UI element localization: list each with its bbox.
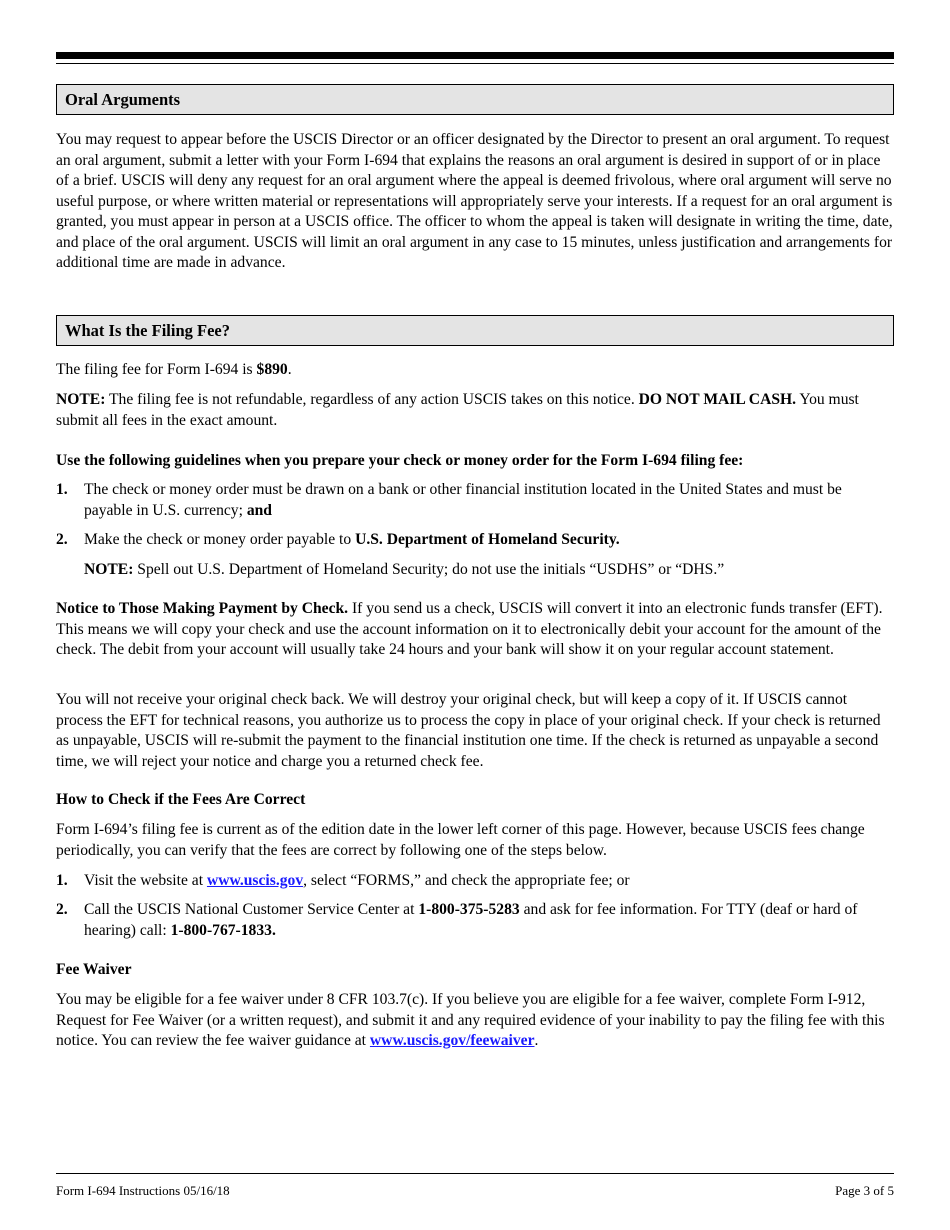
waiver-heading: Fee Waiver [56, 961, 132, 978]
step-2-phone: 1-800-375-5283 [418, 901, 520, 918]
howto-intro: Form I-694’s filing fee is current as of the edition date in the lower left corner of this page. However, because USCIS fees change periodically, you can verify that the fees are correct by following one of the steps below. [56, 821, 865, 859]
howto-step-2 [56, 900, 894, 941]
footer-page-number: Page 3 of 5 [835, 1183, 894, 1198]
guidelines-heading: Use the following guidelines when you prepare your check or money order for the Form I-694 filing fee: [56, 452, 744, 469]
waiver-heading-block [56, 960, 894, 981]
fee-note-paragraph [56, 390, 894, 431]
footer-form-edition: Form I-694 Instructions 05/16/18 [56, 1183, 230, 1198]
note-rest: You must submit all fees in the exact amount. [56, 391, 859, 429]
header-rule-thin [56, 63, 894, 64]
fee-end: . [287, 361, 292, 378]
waiver-paragraph [56, 990, 894, 1052]
item-2-payee: U.S. Department of Homeland Security. [355, 531, 620, 548]
waiver-text: You may be eligible for a fee waiver under 8 CFR 103.7(c). If you believe you are eligible for a fee waiver, complete Form I-912, Request for Fee Waiver (or a written request), and submit it and any required evidence of your inability to pay the filing fee with this notice. You can review the fee waiver guidance at [56, 991, 885, 1049]
note-text: The filing fee is not refundable, regardless of any action USCIS takes on this notice. [105, 391, 639, 408]
uscis-website-link[interactable]: www.uscis.gov [206, 872, 304, 889]
check-text-2: You will not receive your original check back. We will destroy your original check, but will keep a copy of it. If USCIS cannot process the EFT for technical reasons, you authorize us to process the copy in place of your original check. If your check is returned as unpayable, USCIS will re-submit the payment to the financial institution one time. If the check is returned as unpayable a second time, we will reject your notice and charge you a returned check fee. [56, 691, 881, 770]
guideline-item-2 [56, 530, 894, 551]
step-1-post: , select “FORMS,” and check the appropriate fee; or [303, 872, 630, 889]
fee-waiver-link[interactable]: www.uscis.gov/feewaiver [369, 1032, 535, 1049]
step-1-number: 1. [56, 872, 68, 889]
guideline-item-1 [56, 480, 894, 521]
howto-heading-block [56, 790, 894, 811]
guidelines-heading-block [56, 451, 894, 472]
check-payment-paragraph [56, 599, 894, 661]
item-1-and: and [246, 501, 272, 519]
howto-step-1 [56, 871, 894, 892]
howto-intro-block [56, 820, 894, 861]
fee-text: The filing fee for Form I-694 is [56, 361, 257, 378]
howto-heading: How to Check if the Fees Are Correct [56, 791, 306, 808]
step-2-number: 2. [56, 901, 68, 918]
oral-arguments-paragraph [56, 130, 894, 274]
oral-arguments-text: You may request to appear before the USCIS Director or an officer designated by the Director to present an oral argument. To request an oral argument, submit a letter with your Form I-694 that explains the reasons an oral argument is desired in support of or in place of a brief. USCIS will deny any request for an oral argument where the appeal is deemed frivolous, where oral argument will serve no useful purpose, or where written material or representations will appropriately serve your interests. If a request for an oral argument is granted, you must appear in person at a USCIS office. The officer to whom the appeal is taken will designate in writing the time, date, and place of the oral argument. USCIS will limit an oral argument in any case to 15 minutes, unless justification and arrangements for additional time are made in advance. [56, 131, 893, 271]
step-2-tty: 1-800-767-1833. [170, 921, 276, 939]
waiver-end: . [534, 1032, 539, 1049]
footer-rule [56, 1173, 894, 1174]
note-label: NOTE: [56, 391, 106, 408]
item-2-note-label: NOTE: [84, 561, 134, 578]
item-1-number: 1. [56, 481, 68, 498]
fee-amount: $890 [256, 361, 288, 378]
step-2-pre: Call the USCIS National Customer Service Center at [84, 901, 419, 918]
step-1-pre: Visit the website at [84, 872, 207, 889]
section-heading-filing-fee: What Is the Filing Fee? [56, 315, 894, 346]
check-text: If you send us a check, USCIS will convert it into an electronic funds transfer (EFT). This means we will copy your check and use the account information on it to electronically debit your account for the amount of the check. The debit from your account will usually take 24 hours and your bank will show it on your regular account statement. [56, 600, 883, 658]
check-heading: Notice to Those Making Payment by Check. [56, 600, 349, 617]
note-cash: DO NOT MAIL CASH. [638, 391, 797, 408]
header-rule-thick [56, 52, 894, 59]
section-heading-oral-arguments: Oral Arguments [56, 84, 894, 115]
item-1-text: The check or money order must be drawn on a bank or other financial institution located in the United States and must be payable in U.S. currency; [84, 481, 842, 519]
item-2-note-text: Spell out U.S. Department of Homeland Security; do not use the initials “USDHS” or “DHS.” [133, 561, 725, 578]
fee-amount-paragraph [56, 360, 894, 381]
item-2-text: Make the check or money order payable to [84, 531, 356, 548]
check-return-paragraph [56, 690, 894, 772]
guideline-item-2-note [56, 560, 894, 581]
item-2-number: 2. [56, 531, 68, 548]
step-2-mid: and ask for fee information. For TTY (deaf or hard of hearing) call: [84, 901, 858, 939]
